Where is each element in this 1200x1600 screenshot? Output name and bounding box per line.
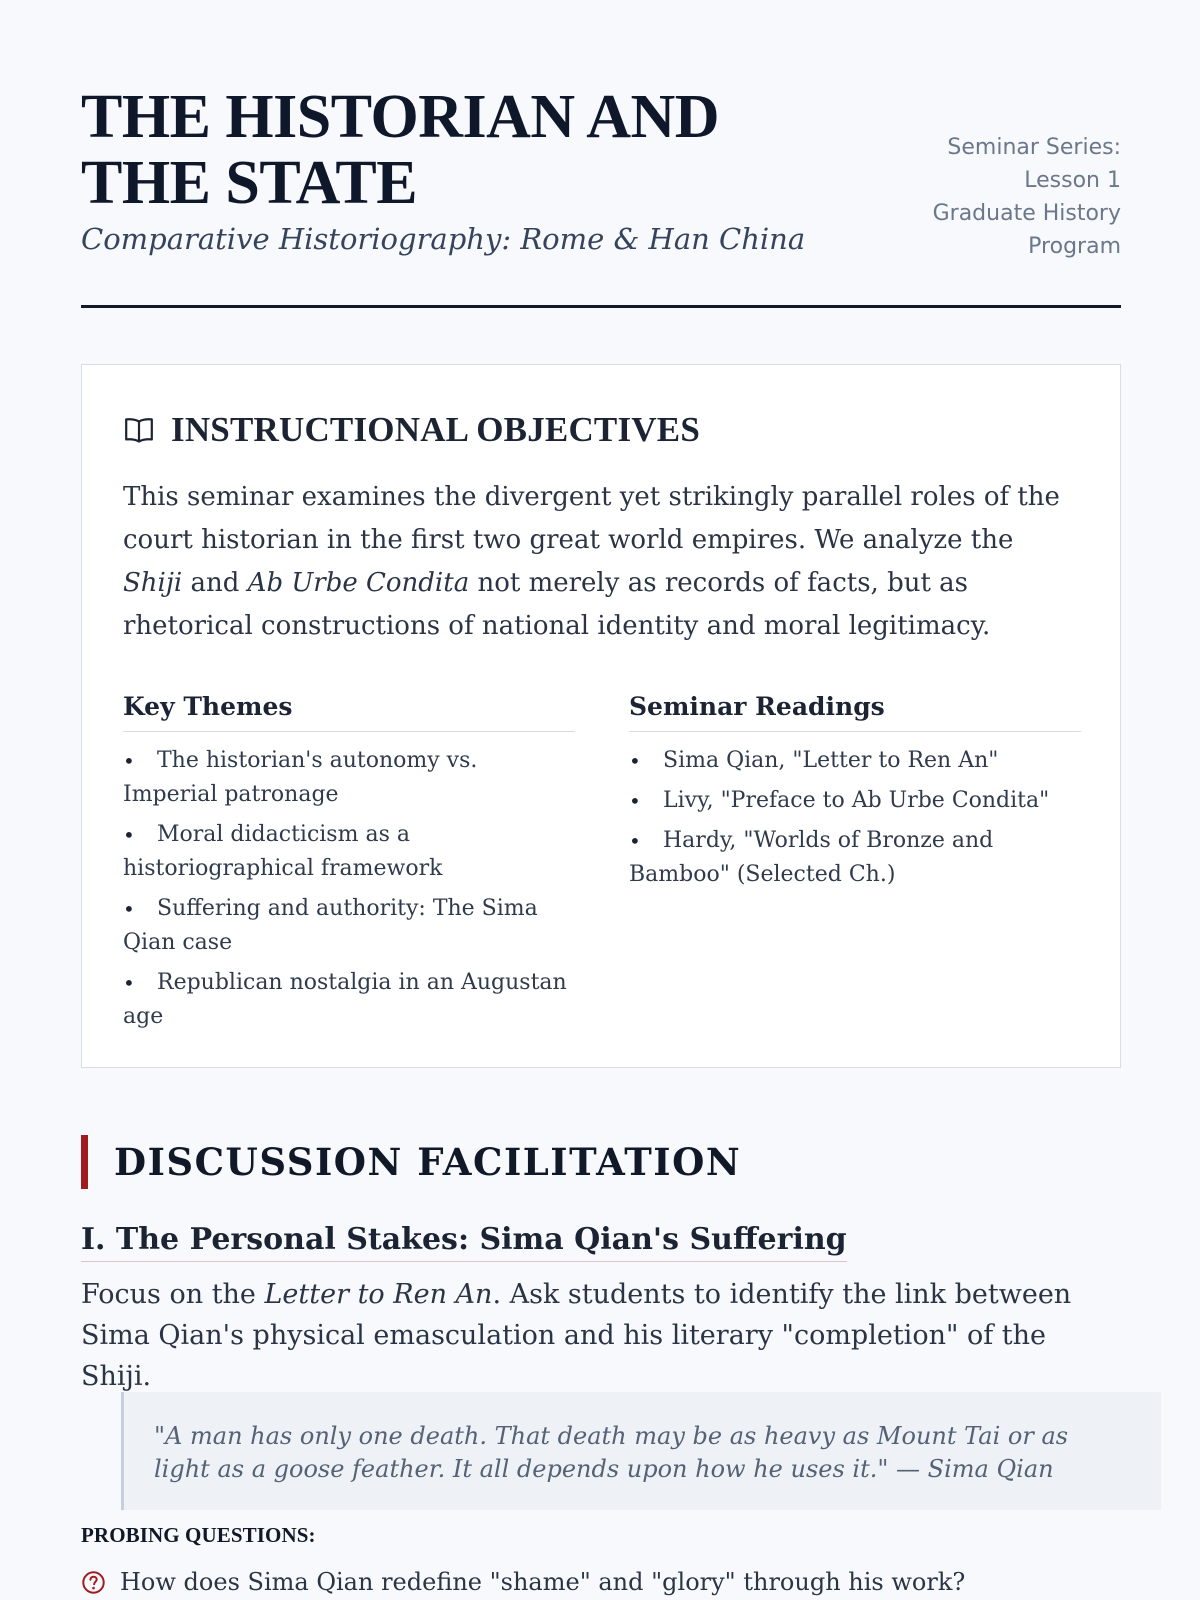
discussion-title: DISCUSSION FACILITATION [114, 1140, 742, 1184]
objectives-title: INSTRUCTIONAL OBJECTIVES [171, 410, 700, 449]
header-divider [81, 305, 1121, 308]
objectives-intro-ab-urbe-condita: Ab Urbe Condita [247, 568, 470, 598]
quote-text: "A man has only one death. That death may be as heavy as Mount Tai or as light as a goose feather. It all depends upon how he uses it." — Sima Qian [154, 1422, 1069, 1483]
page-subtitle: Comparative Historiography: Rome & Han China [81, 222, 806, 256]
probing-questions-label: PROBING QUESTIONS: [81, 1523, 316, 1547]
focus-text-work-title: Letter to Ren An [264, 1279, 493, 1310]
objectives-heading-row [123, 410, 700, 450]
objectives-intro [123, 476, 1078, 648]
page-title: THE HISTORIAN AND THE STATE [81, 83, 720, 217]
objectives-intro-part-1: This seminar examines the divergent yet strikingly parallel roles of the court historian in the first two great world empires. We analyze the [123, 482, 1060, 555]
section-i-focus-text [81, 1274, 1121, 1397]
page-header [81, 80, 1121, 310]
seminar-readings-heading: Seminar Readings [629, 690, 1081, 732]
probing-question-text: How does Sima Qian redefine "shame" and "glory" through his work? [120, 1568, 966, 1596]
key-themes-list [123, 744, 575, 1034]
seminar-readings-column [629, 690, 1081, 898]
objectives-intro-part-2: and [182, 568, 248, 598]
program-name-line-2: Program [1028, 234, 1121, 259]
key-theme-item: • Moral didacticism as a historiographical framework [123, 818, 575, 886]
key-theme-item: • The historian's autonomy vs. Imperial patronage [123, 744, 575, 812]
lesson-page [81, 0, 1121, 1600]
reading-item: • Hardy, "Worlds of Bronze and Bamboo" (Selected Ch.) [629, 824, 1081, 892]
key-themes-column [123, 690, 575, 1040]
lesson-number: Lesson 1 [1024, 168, 1121, 193]
objectives-intro-part-3: not merely as records of facts, but as rhetorical constructions of national identity and moral legitimacy. [123, 568, 991, 641]
key-theme-item: • Republican nostalgia in an Augustan age [123, 966, 575, 1034]
objectives-intro-shiji: Shiji [123, 568, 183, 598]
key-themes-heading: Key Themes [123, 690, 575, 732]
probing-question-item [81, 1565, 1121, 1599]
focus-text-part-1: Focus on the [81, 1279, 265, 1310]
program-name-line-1: Graduate History [932, 201, 1121, 226]
question-circle-icon [81, 1570, 106, 1595]
sima-qian-quote [121, 1392, 1161, 1510]
key-theme-item: • Suffering and authority: The Sima Qian case [123, 892, 575, 960]
reading-item: • Sima Qian, "Letter to Ren An" [629, 744, 1081, 778]
seminar-meta [921, 131, 1121, 263]
open-book-icon [123, 416, 155, 444]
reading-item: • Livy, "Preface to Ab Urbe Condita" [629, 784, 1081, 818]
discussion-accent-bar [81, 1135, 88, 1189]
instructional-objectives-card [81, 364, 1121, 1068]
discussion-facilitation-heading [81, 1135, 1121, 1189]
focus-text-part-2: . Ask students to identify the link between Sima Qian's physical emasculation and his literary "completion" of the Shiji. [81, 1279, 1072, 1392]
section-i-title: I. The Personal Stakes: Sima Qian's Suffering [81, 1220, 847, 1262]
seminar-readings-list [629, 744, 1081, 892]
seminar-series-label: Seminar Series: [947, 135, 1121, 160]
